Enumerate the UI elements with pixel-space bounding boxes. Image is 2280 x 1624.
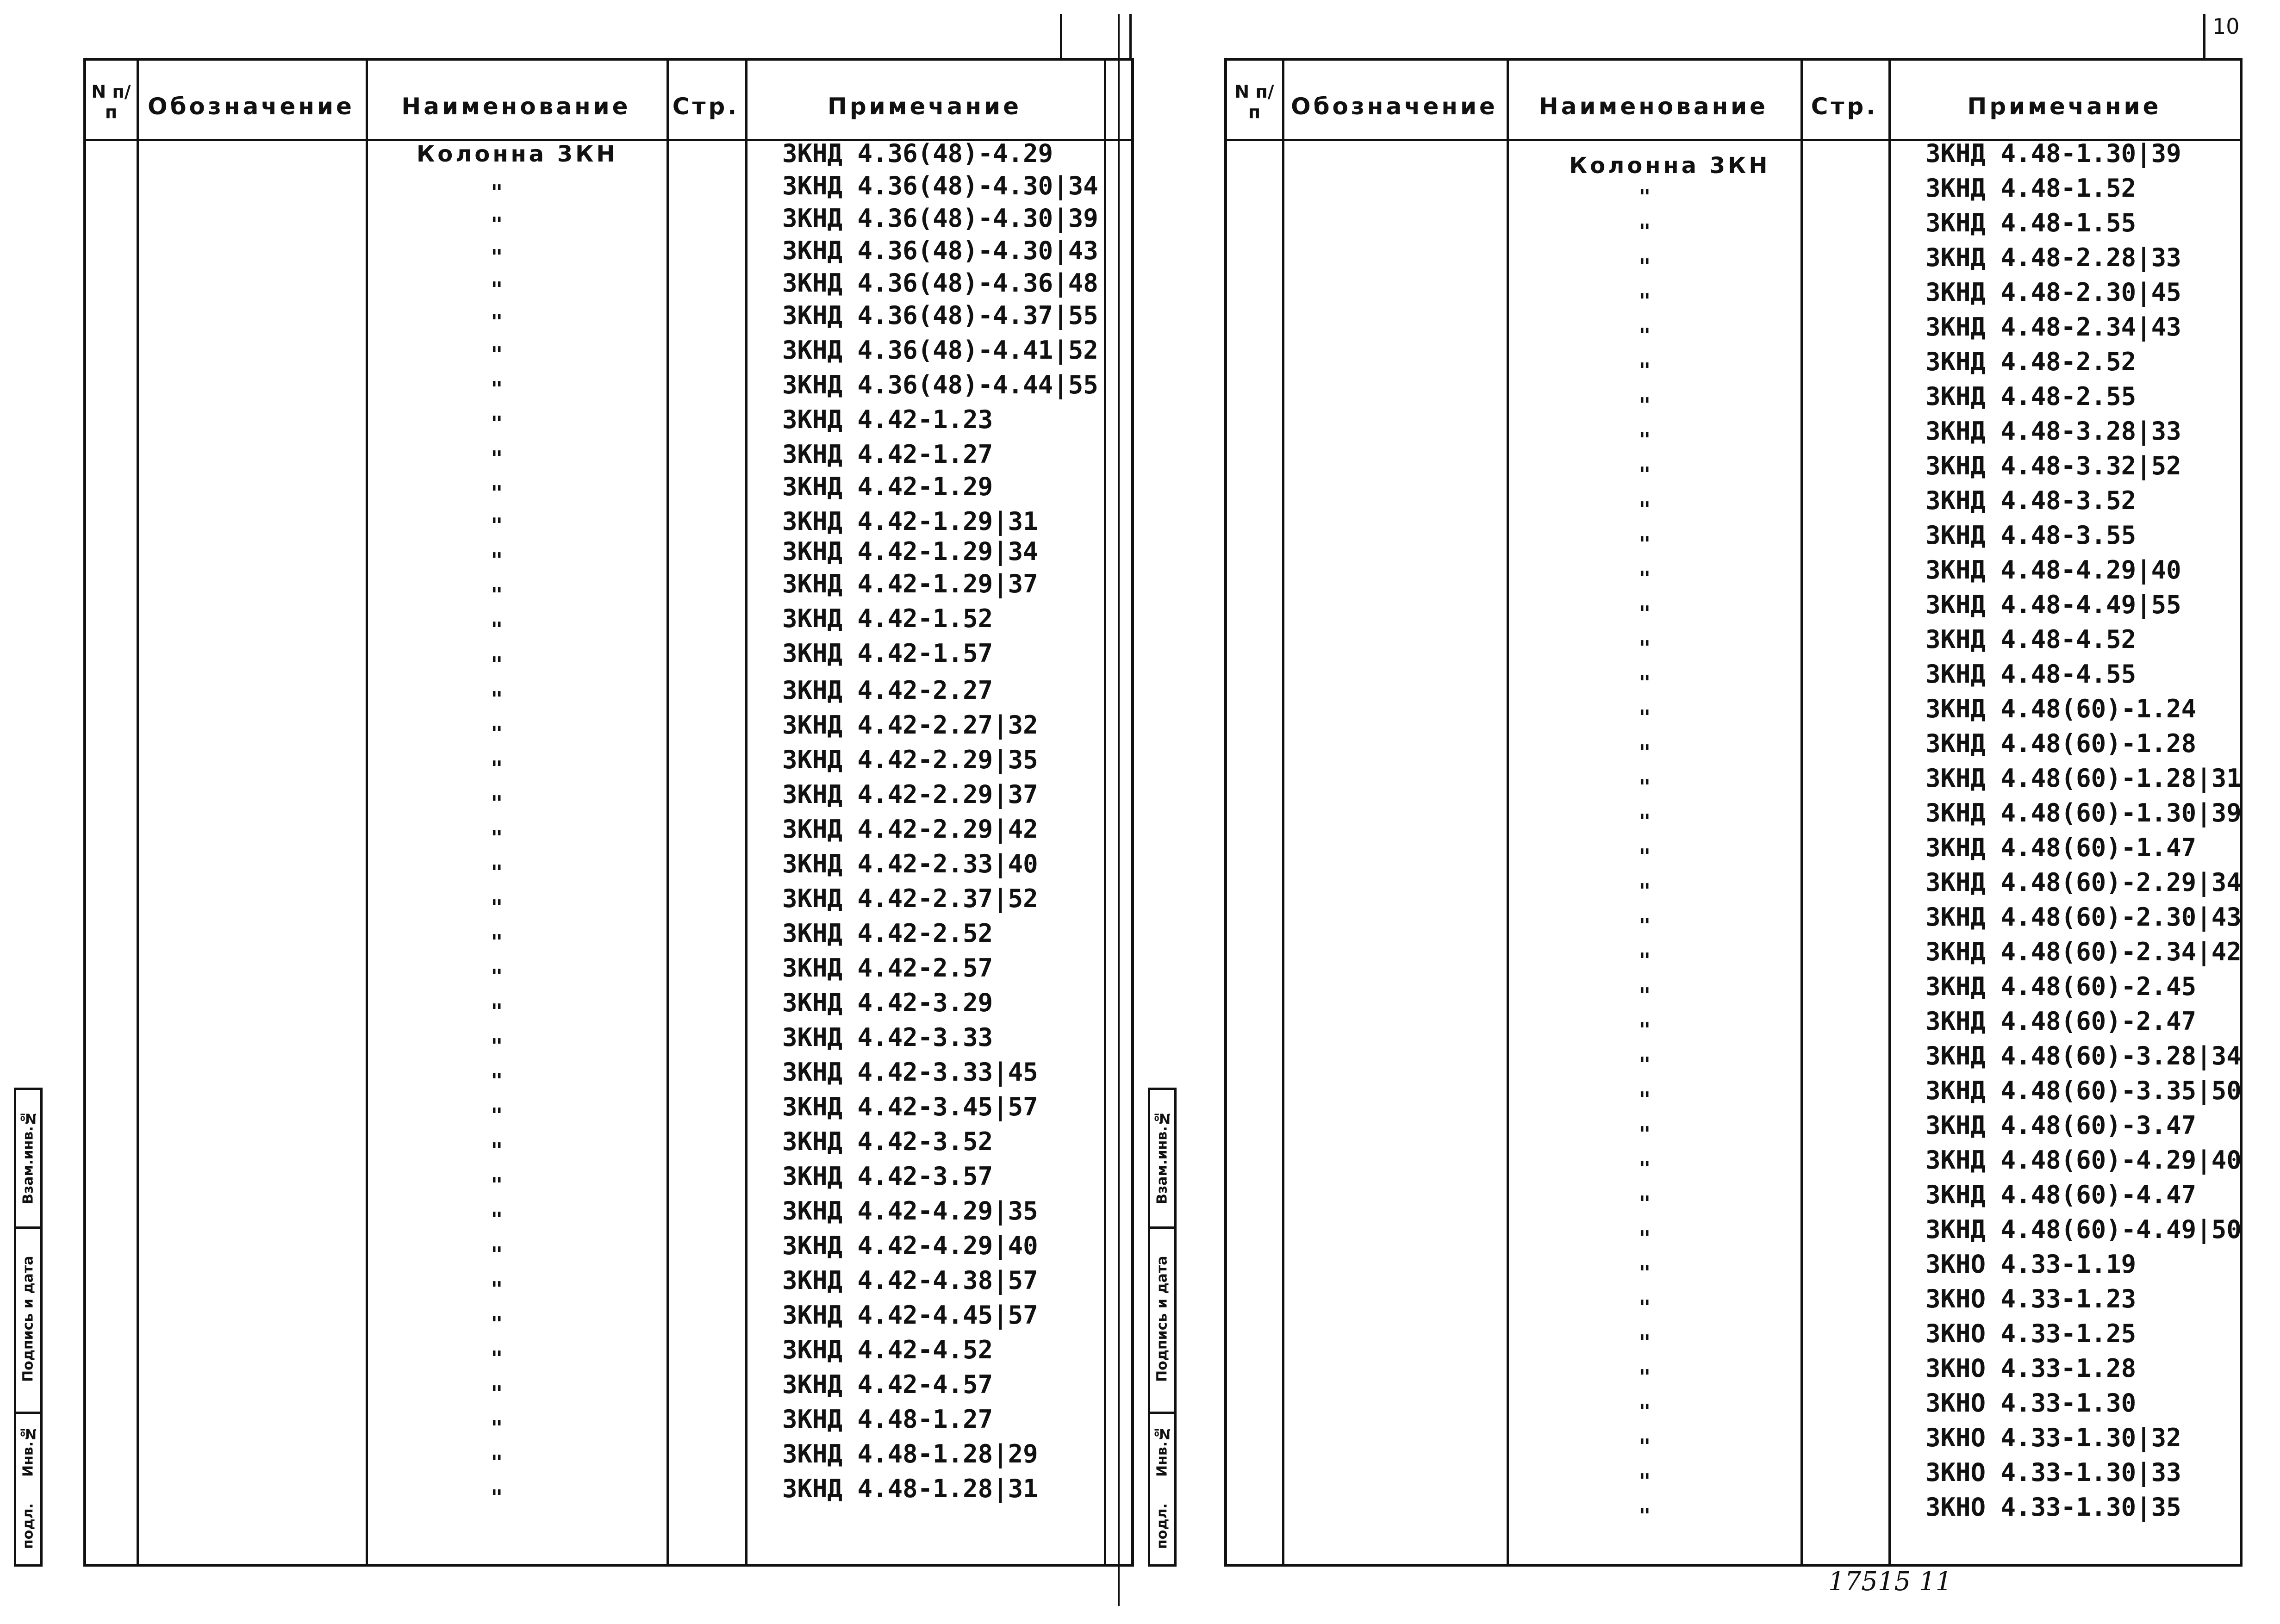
ditto-mark: " <box>1638 740 1651 764</box>
list-item: 3КНД 4.48(60)-1.28 <box>1925 729 2197 758</box>
list-item: 3КНД 4.42-2.52 <box>782 919 993 948</box>
ditto-mark: " <box>1638 775 1651 799</box>
list-item: 3КНД 4.48(60)-2.29|34 <box>1925 868 2242 897</box>
list-item: 3КНД 4.42-4.57 <box>782 1370 993 1399</box>
ditto-mark: " <box>1638 428 1651 452</box>
list-item: 3КНД 4.42-1.29|37 <box>782 569 1038 598</box>
list-item: 3КНД 4.36(48)-4.30|34 <box>782 171 1098 200</box>
ditto-mark: " <box>1638 1400 1651 1424</box>
list-item: 3КНД 4.42-3.45|57 <box>782 1092 1038 1121</box>
list-item: 3КНД 4.42-3.33|45 <box>782 1058 1038 1087</box>
list-item: 3КНД 4.48(60)-3.28|34 <box>1925 1041 2242 1070</box>
left-col-divider-4 <box>745 58 748 1567</box>
ditto-mark: " <box>1638 1157 1651 1181</box>
ditto-mark: " <box>1638 671 1651 695</box>
ditto-mark: " <box>491 1000 503 1023</box>
ditto-mark: " <box>491 653 503 676</box>
list-item: 3КНД 4.48-4.52 <box>1925 625 2137 654</box>
list-item: 3КНД 4.48-2.30|45 <box>1925 278 2181 307</box>
ditto-mark: " <box>1638 1365 1651 1389</box>
ditto-mark: " <box>1638 324 1651 348</box>
left-stamp-podpis: Подпись и дата <box>20 1256 37 1382</box>
left-col-divider-2 <box>366 58 368 1567</box>
list-item: 3КНД 4.48-3.28|33 <box>1925 417 2181 446</box>
list-item: 3КНД 4.48(60)-4.29|40 <box>1925 1145 2242 1175</box>
list-item: 3КНД 4.42-4.52 <box>782 1335 993 1364</box>
ditto-mark: " <box>491 481 503 505</box>
ditto-mark: " <box>491 447 503 470</box>
right-page <box>1139 0 2280 1624</box>
list-item: 3КНД 4.48-2.52 <box>1925 347 2137 376</box>
list-item: 3КНД 4.36(48)-4.44|55 <box>782 370 1098 399</box>
list-item: 3КНО 4.33-1.30|33 <box>1925 1458 2181 1487</box>
list-item: 3КНД 4.48-4.55 <box>1925 660 2137 689</box>
ditto-mark: " <box>491 548 503 572</box>
left-header-note: Примечание <box>827 93 1022 120</box>
ditto-mark: " <box>1638 879 1651 903</box>
ditto-mark: " <box>1638 983 1651 1007</box>
left-col-divider-5 <box>1104 58 1106 1567</box>
list-item: 3КНД 4.48-4.29|40 <box>1925 555 2181 585</box>
ditto-mark: " <box>491 377 503 401</box>
list-item: 3КНД 4.42-2.29|42 <box>782 815 1038 844</box>
ditto-mark: " <box>1638 1226 1651 1250</box>
list-item: 3КНД 4.48(60)-3.47 <box>1925 1111 2197 1140</box>
list-item: 3КНД 4.48(60)-2.47 <box>1925 1007 2197 1036</box>
list-item: 3КНД 4.42-1.29|34 <box>782 537 1038 566</box>
ditto-mark: " <box>491 1416 503 1440</box>
list-item: 3КНО 4.33-1.30|32 <box>1925 1423 2181 1452</box>
ditto-mark: " <box>491 1381 503 1405</box>
list-item: 3КНО 4.33-1.25 <box>1925 1319 2137 1348</box>
ditto-mark: " <box>491 1139 503 1162</box>
ditto-mark: " <box>491 1347 503 1370</box>
list-item: 3КНД 4.36(48)-4.30|43 <box>782 236 1098 265</box>
ditto-mark: " <box>491 965 503 989</box>
list-item: 3КНД 4.42-3.33 <box>782 1023 993 1052</box>
list-item: 3КНД 4.42-4.29|35 <box>782 1196 1038 1226</box>
ditto-mark: " <box>491 930 503 954</box>
ditto-mark: " <box>491 1451 503 1475</box>
left-stamp-inv: Инв.№ <box>20 1425 37 1477</box>
ditto-mark: " <box>1638 1469 1651 1493</box>
list-item: 3КНД 4.36(48)-4.29 <box>782 139 1053 168</box>
list-item: 3КНД 4.42-4.29|40 <box>782 1231 1038 1260</box>
ditto-mark: " <box>1638 532 1651 556</box>
left-header-designation: Обозначение <box>148 93 355 120</box>
page-number: 10 <box>2212 14 2240 39</box>
list-item: 3КНД 4.48(60)-2.34|42 <box>1925 937 2242 966</box>
ditto-mark: " <box>1638 1018 1651 1042</box>
ditto-mark: " <box>491 826 503 850</box>
ditto-mark: " <box>1638 567 1651 591</box>
list-item: 3КНД 4.48(60)-4.47 <box>1925 1180 2197 1209</box>
list-item: 3КНД 4.42-1.29|31 <box>782 507 1038 536</box>
ditto-mark: " <box>1638 185 1651 209</box>
ditto-mark: " <box>491 213 503 236</box>
list-item: 3КНД 4.42-3.52 <box>782 1127 993 1156</box>
ditto-mark: " <box>491 791 503 815</box>
ditto-mark: " <box>491 342 503 366</box>
list-item: 3КНД 4.48(60)-2.30|43 <box>1925 902 2242 932</box>
list-item: 3КНД 4.42-4.45|57 <box>782 1300 1038 1330</box>
list-item: 3КНО 4.33-1.19 <box>1925 1250 2137 1279</box>
ditto-mark: " <box>1638 289 1651 313</box>
left-col-divider-1 <box>137 58 139 1567</box>
right-stamp-podpis: Подпись и дата <box>1154 1256 1171 1382</box>
list-item: 3КНД 4.42-2.27 <box>782 676 993 705</box>
ditto-mark: " <box>1638 636 1651 660</box>
right-stamp-inv: Инв.№ <box>1154 1425 1171 1477</box>
list-item: 3КНД 4.42-1.29 <box>782 472 993 501</box>
left-page <box>0 0 1139 1624</box>
ditto-mark: " <box>1638 1053 1651 1076</box>
list-item: 3КНД 4.48-4.49|55 <box>1925 590 2181 619</box>
ditto-mark: " <box>491 1173 503 1197</box>
list-item: 3КНД 4.42-2.29|37 <box>782 780 1038 809</box>
sheet-number: 17515 11 <box>1828 1567 1952 1597</box>
ditto-mark: " <box>491 412 503 436</box>
list-item: 3КНД 4.48-1.27 <box>782 1405 993 1434</box>
right-item-name: Колонна 3КН <box>1569 153 1770 179</box>
list-item: 3КНД 4.42-4.38|57 <box>782 1266 1038 1295</box>
right-header-page: Стр. <box>1811 93 1878 120</box>
list-item: 3КНД 4.48(60)-2.45 <box>1925 972 2197 1001</box>
right-header-name: Наименование <box>1539 93 1769 120</box>
ditto-mark: " <box>1638 1088 1651 1111</box>
ditto-mark: " <box>491 245 503 269</box>
ditto-mark: " <box>1638 1261 1651 1285</box>
left-stamp-podl: подл. <box>20 1503 37 1549</box>
left-header-page: Стр. <box>672 93 740 120</box>
list-item: 3КНД 4.48(60)-1.28|31 <box>1925 764 2242 793</box>
ditto-mark: " <box>491 687 503 711</box>
list-item: 3КНД 4.48(60)-4.49|50 <box>1925 1215 2242 1244</box>
ditto-mark: " <box>1638 1122 1651 1146</box>
list-item: 3КНД 4.48-3.55 <box>1925 521 2137 550</box>
ditto-mark: " <box>1638 602 1651 625</box>
right-col-divider-4 <box>1888 58 1891 1567</box>
ditto-mark: " <box>491 1208 503 1232</box>
right-col-divider-3 <box>1800 58 1803 1567</box>
ditto-mark: " <box>1638 845 1651 868</box>
ditto-mark: " <box>491 1312 503 1336</box>
ditto-mark: " <box>491 514 503 537</box>
ditto-mark: " <box>1638 1435 1651 1458</box>
list-item: 3КНД 4.36(48)-4.30|39 <box>782 204 1098 233</box>
right-stamp-vzam: Взам.инв.№ <box>1154 1110 1171 1204</box>
right-stamp-podl: подл. <box>1154 1503 1171 1549</box>
ditto-mark: " <box>1638 255 1651 278</box>
ditto-mark: " <box>1638 706 1651 729</box>
right-header-designation: Обозначение <box>1291 93 1498 120</box>
right-col-divider-2 <box>1507 58 1509 1567</box>
list-item: 3КНД 4.48(60)-3.35|50 <box>1925 1076 2242 1105</box>
ditto-mark: " <box>491 1069 503 1093</box>
list-item: 3КНО 4.33-1.23 <box>1925 1284 2137 1313</box>
list-item: 3КНД 4.48-2.55 <box>1925 382 2137 411</box>
list-item: 3КНД 4.48-1.28|29 <box>782 1439 1038 1468</box>
ditto-mark: " <box>1638 359 1651 382</box>
list-item: 3КНД 4.42-1.27 <box>782 440 993 469</box>
ditto-mark: " <box>1638 1192 1651 1215</box>
ditto-mark: " <box>491 896 503 919</box>
right-col-divider-1 <box>1282 58 1284 1567</box>
ditto-mark: " <box>491 278 503 301</box>
ditto-mark: " <box>1638 1504 1651 1528</box>
ditto-mark: " <box>1638 914 1651 938</box>
list-item: 3КНД 4.42-2.29|35 <box>782 745 1038 774</box>
list-item: 3КНД 4.42-3.29 <box>782 988 993 1017</box>
list-item: 3КНД 4.36(48)-4.41|52 <box>782 336 1098 365</box>
ditto-mark: " <box>491 180 503 204</box>
left-top-mark-2 <box>1129 14 1132 58</box>
list-item: 3КНД 4.36(48)-4.37|55 <box>782 301 1098 330</box>
ditto-mark: " <box>1638 393 1651 417</box>
list-item: 3КНД 4.48-3.32|52 <box>1925 451 2181 480</box>
list-item: 3КНД 4.48(60)-1.47 <box>1925 833 2197 862</box>
list-item: 3КНД 4.48-1.52 <box>1925 174 2137 203</box>
ditto-mark: " <box>1638 498 1651 521</box>
list-item: 3КНД 4.48(60)-1.30|39 <box>1925 798 2242 828</box>
ditto-mark: " <box>491 757 503 780</box>
list-item: 3КНД 4.48-2.28|33 <box>1925 243 2181 272</box>
list-item: 3КНД 4.42-2.57 <box>782 953 993 983</box>
list-item: 3КНД 4.42-1.23 <box>782 405 993 434</box>
list-item: 3КНД 4.42-1.57 <box>782 639 993 668</box>
list-item: 3КНД 4.48-2.34|43 <box>1925 312 2181 342</box>
right-top-mark <box>2203 14 2205 58</box>
left-stamp-vzam: Взам.инв.№ <box>20 1110 37 1204</box>
ditto-mark: " <box>491 722 503 746</box>
ditto-mark: " <box>1638 1331 1651 1354</box>
list-item: 3КНО 4.33-1.30 <box>1925 1388 2137 1418</box>
right-header-note: Примечание <box>1967 93 2162 120</box>
left-top-mark <box>1060 14 1062 58</box>
list-item: 3КНД 4.48-1.55 <box>1925 208 2137 237</box>
list-item: 3КНО 4.33-1.30|35 <box>1925 1493 2181 1522</box>
list-item: 3КНД 4.36(48)-4.36|48 <box>782 268 1098 298</box>
list-item: 3КНД 4.48-1.28|31 <box>782 1474 1038 1503</box>
left-header-name: Наименование <box>401 93 631 120</box>
list-item: 3КНД 4.48-1.30|39 <box>1925 139 2181 168</box>
ditto-mark: " <box>1638 949 1651 972</box>
list-item: 3КНД 4.42-3.57 <box>782 1162 993 1191</box>
list-item: 3КНД 4.42-2.27|32 <box>782 710 1038 740</box>
ditto-mark: " <box>491 618 503 641</box>
list-item: 3КНД 4.42-2.33|40 <box>782 849 1038 878</box>
ditto-mark: " <box>1638 810 1651 834</box>
ditto-mark: " <box>491 310 503 334</box>
list-item: 3КНД 4.48-3.52 <box>1925 486 2137 515</box>
left-header-num: N п/п <box>91 81 131 122</box>
ditto-mark: " <box>491 861 503 884</box>
right-header-num: N п/п <box>1234 81 1274 122</box>
list-item: 3КНД 4.42-2.37|52 <box>782 884 1038 913</box>
list-item: 3КНД 4.48(60)-1.24 <box>1925 694 2197 723</box>
ditto-mark: " <box>491 583 503 607</box>
ditto-mark: " <box>1638 1296 1651 1319</box>
ditto-mark: " <box>1638 463 1651 486</box>
list-item: 3КНД 4.42-1.52 <box>782 604 993 633</box>
left-item-name: Колонна 3КН <box>417 141 618 167</box>
ditto-mark: " <box>491 1243 503 1266</box>
ditto-mark: " <box>491 1034 503 1058</box>
list-item: 3КНО 4.33-1.28 <box>1925 1354 2137 1383</box>
ditto-mark: " <box>491 1104 503 1127</box>
ditto-mark: " <box>491 1486 503 1509</box>
ditto-mark: " <box>491 1277 503 1301</box>
ditto-mark: " <box>1638 220 1651 243</box>
left-col-divider-3 <box>667 58 669 1567</box>
center-binding-line <box>1118 14 1120 1606</box>
